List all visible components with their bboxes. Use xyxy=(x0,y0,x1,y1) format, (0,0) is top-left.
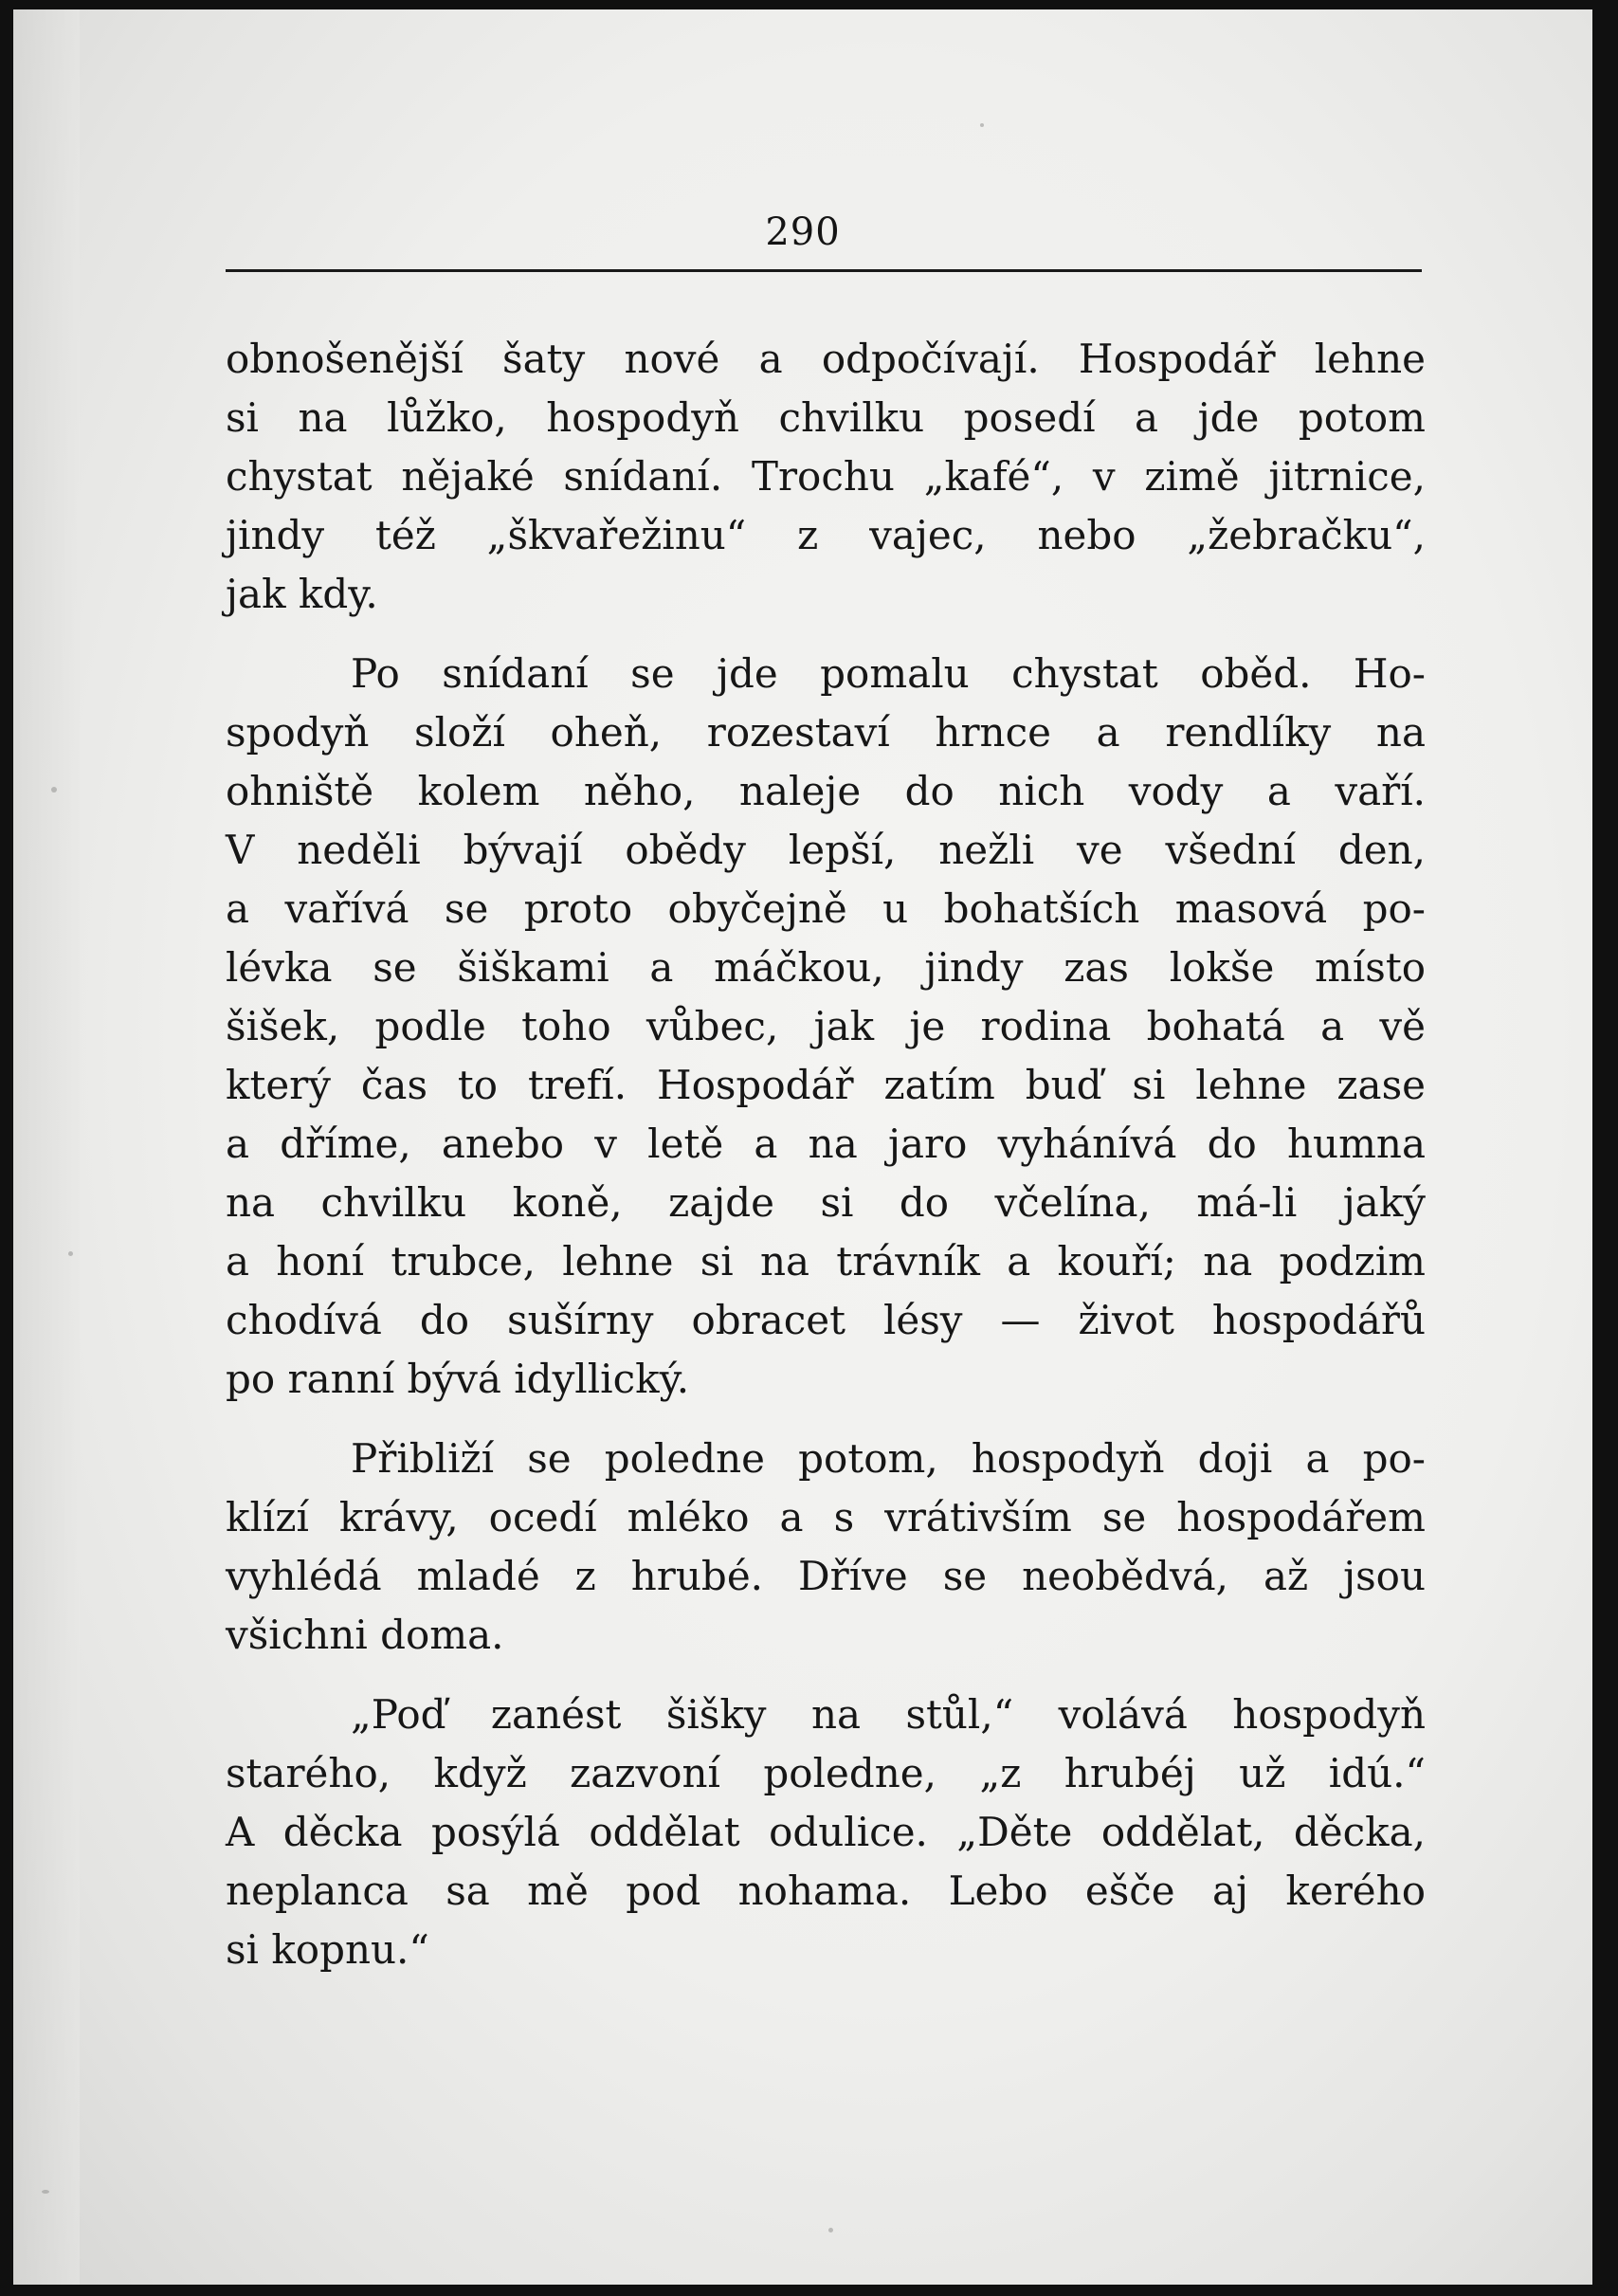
text-line: a dříme, anebo v letě a na jaro vyhánívá do humna xyxy=(226,1121,1426,1167)
text-line: všichni doma. xyxy=(226,1612,504,1658)
text-line: V neděli bývají obědy lepší, nežli ve všední den, xyxy=(226,827,1426,873)
page-number: 290 xyxy=(765,210,841,254)
text-line: chodívá do sušírny obracet lésy — život hospodářů xyxy=(226,1297,1426,1343)
paper-speck xyxy=(828,2228,833,2232)
text-line: si kopnu.“ xyxy=(226,1926,429,1973)
text-line: „Poď zanést šišky na stůl,“ volává hospodyň xyxy=(351,1691,1426,1738)
text-line: A děcka posýlá oddělat odulice. „Děte oddělat, děcka, xyxy=(226,1809,1426,1855)
text-line: a honí trubce, lehne si na trávník a kouří; na podzim xyxy=(226,1238,1426,1285)
text-line: který čas to trefí. Hospodář zatím buď si lehne zase xyxy=(226,1062,1426,1108)
text-line: obnošenější šaty nové a odpočívají. Hospodář lehne xyxy=(226,336,1426,382)
text-line: spodyň složí oheň, rozestaví hrnce a rendlíky na xyxy=(226,709,1426,756)
text-line: chystat nějaké snídaní. Trochu „kafé“, v zimě jitrnice, xyxy=(226,453,1426,500)
paragraph-4 xyxy=(226,1686,1426,1979)
text-line: si na lůžko, hospodyň chvilku posedí a jde potom xyxy=(226,394,1426,441)
text-line: Po snídaní se jde pomalu chystat oběd. Ho- xyxy=(351,650,1426,697)
text-line: jindy též „škvařežinu“ z vajec, nebo „žebračku“, xyxy=(226,512,1426,558)
text-line: klízí krávy, ocedí mléko a s vrátivším se hospodářem xyxy=(226,1494,1426,1540)
paper-speck xyxy=(42,2190,49,2194)
book-page xyxy=(13,9,1592,2285)
text-line: a vařívá se proto obyčejně u bohatších masová po- xyxy=(226,885,1426,932)
text-line: neplanca sa mě pod nohama. Lebo ešče aj kerého xyxy=(226,1868,1426,1914)
paper-speck xyxy=(980,123,984,127)
paragraph-1 xyxy=(226,330,1426,624)
text-line: po ranní bývá idyllický. xyxy=(226,1356,690,1402)
paper-speck xyxy=(51,787,57,793)
text-line: lévka se šiškami a máčkou, jindy zas lokše místo xyxy=(226,944,1426,991)
paragraph-3 xyxy=(226,1430,1426,1665)
text-line: na chvilku koně, zajde si do včelína, má-li jaký xyxy=(226,1179,1426,1226)
text-line: Přibliží se poledne potom, hospodyň doji a po- xyxy=(351,1435,1426,1482)
header-rule xyxy=(226,269,1422,272)
paragraph-2 xyxy=(226,645,1426,1409)
page-shadow xyxy=(13,9,80,2285)
text-line: vyhlédá mladé z hrubé. Dříve se neobědvá, až jsou xyxy=(226,1553,1426,1599)
text-line: starého, když zazvoní poledne, „z hrubéj už idú.“ xyxy=(226,1750,1426,1796)
text-line: ohniště kolem něho, naleje do nich vody a vaří. xyxy=(226,768,1426,814)
text-line: šišek, podle toho vůbec, jak je rodina bohatá a vě xyxy=(226,1003,1426,1049)
text-line: jak kdy. xyxy=(226,571,378,617)
paper-speck xyxy=(68,1251,73,1256)
body-text xyxy=(226,330,1426,2000)
